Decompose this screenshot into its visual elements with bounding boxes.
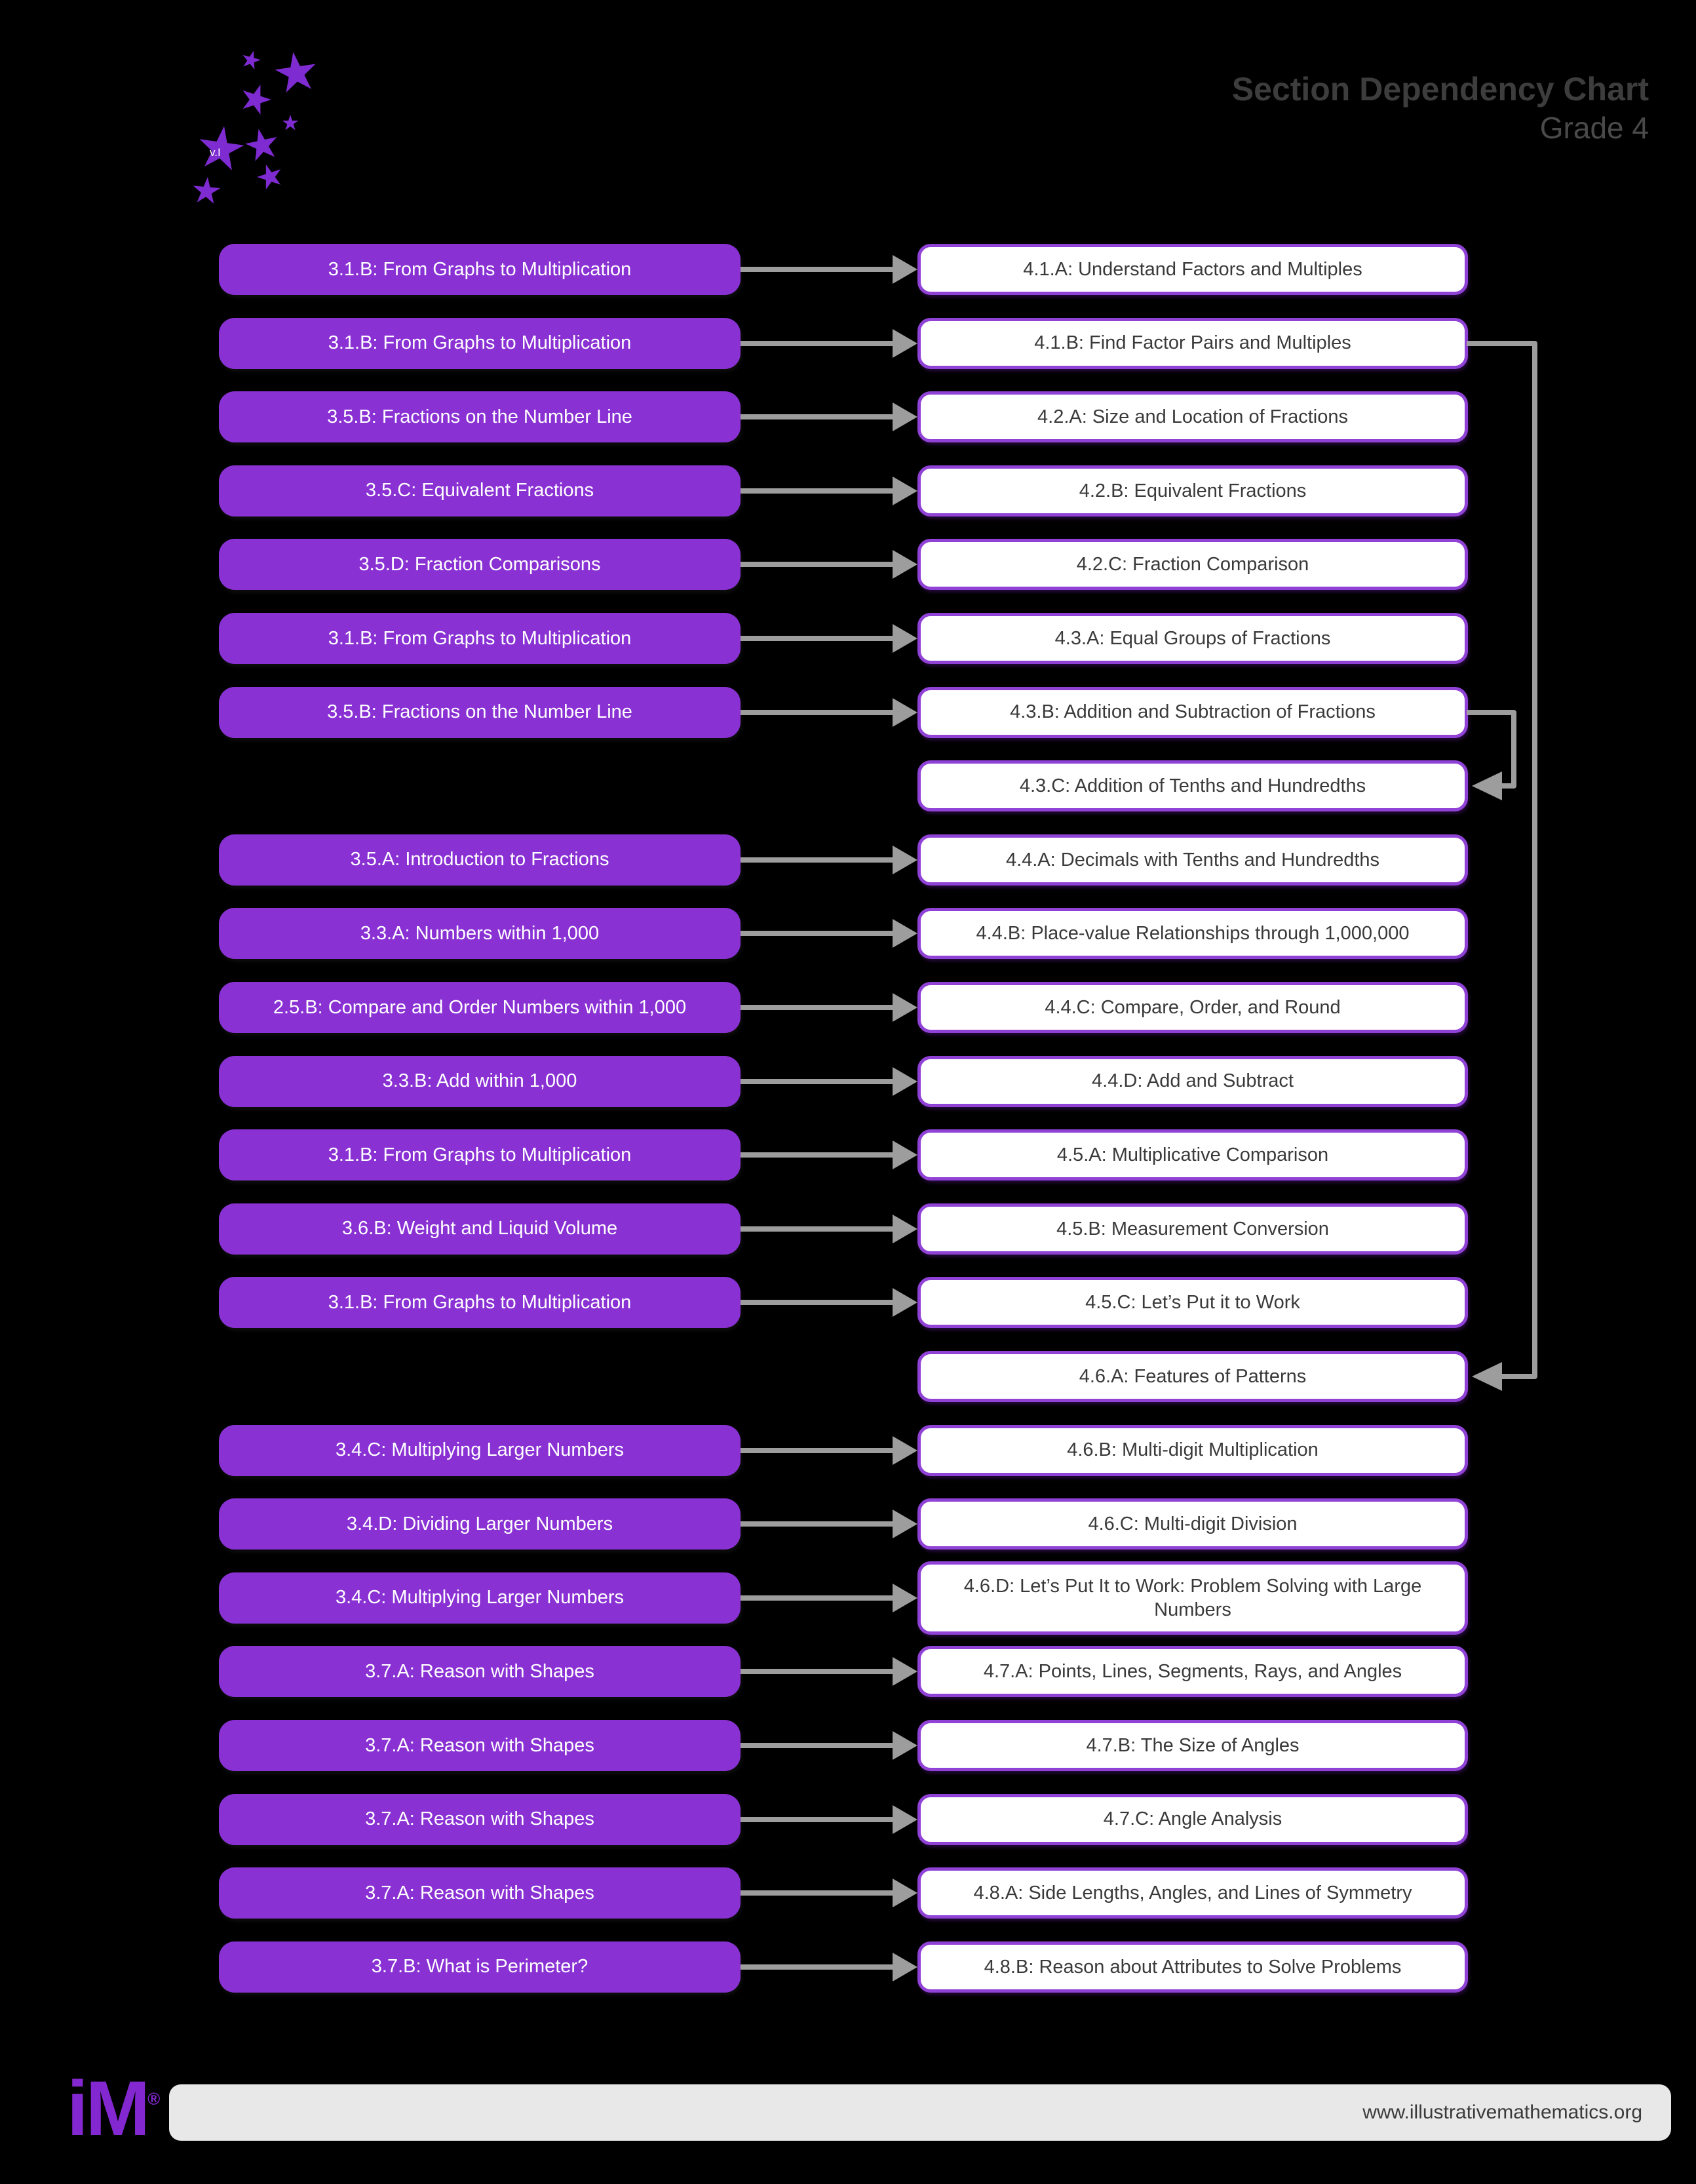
grade4-section-box: [917, 1425, 1468, 1476]
grade4-section-label: 4.2.B: Equivalent Fractions: [1079, 480, 1307, 501]
arrow-connector: [741, 539, 919, 590]
arrow-connector: [741, 908, 919, 959]
arrow-connector: [741, 465, 919, 517]
grade4-section-label: 4.4.B: Place-value Relationships through 1,000,000: [976, 923, 1410, 945]
arrow-connector: [741, 1572, 919, 1624]
arrow-head-icon: [893, 1731, 917, 1760]
logo-version-caption: v.I: [210, 146, 221, 159]
page-title: Section Dependency Chart: [1231, 71, 1649, 107]
registered-trademark-icon: ®: [147, 2089, 161, 2109]
arrow-head-icon: [893, 1805, 917, 1834]
dependency-row: [0, 613, 1696, 664]
dependency-row: [0, 1646, 1696, 1697]
dependency-row: [0, 834, 1696, 886]
grade4-section-box: [917, 1277, 1468, 1328]
arrow-head-icon: [893, 1657, 917, 1686]
arrow-head-icon: [893, 1141, 917, 1169]
grade3-section-box: 3.4.C: Multiplying Larger Numbers: [219, 1572, 741, 1624]
dependency-row: [0, 1572, 1696, 1624]
grade4-section-label: 4.1.A: Understand Factors and Multiples: [1023, 258, 1362, 280]
arrow-head-icon: [893, 993, 917, 1022]
grade4-section-box: [917, 465, 1468, 517]
arrow-head-icon: [893, 1510, 917, 1538]
arrow-shaft: [741, 1005, 895, 1010]
grade4-section-label: 4.5.C: Let’s Put it to Work: [1085, 1292, 1300, 1314]
grade3-section-box: 3.1.B: From Graphs to Multiplication: [219, 1277, 741, 1328]
arrow-shaft: [741, 1964, 895, 1970]
grade4-section-label: 4.6.D: Let’s Put It to Work: Problem Solving with Large Numbers: [963, 1575, 1422, 1620]
arrow-connector: [741, 687, 919, 738]
arrow-connector: [741, 982, 919, 1033]
arrow-shaft: [741, 488, 895, 494]
arrow-shaft: [741, 1890, 895, 1896]
grade4-section-box: [917, 1720, 1468, 1771]
arrow-shaft: [741, 931, 895, 936]
grade4-section-box: [917, 244, 1468, 295]
page-subtitle: Grade 4: [1539, 111, 1649, 145]
dependency-row: [0, 908, 1696, 959]
arrow-connector: [741, 1646, 919, 1697]
grade4-section-label: 4.4.A: Decimals with Tenths and Hundredths: [1005, 849, 1380, 870]
dependency-row: [0, 1720, 1696, 1771]
arrow-connector: [741, 1720, 919, 1771]
dependency-row: [0, 760, 1696, 811]
grade4-section-label: 4.6.B: Multi-digit Multiplication: [1067, 1439, 1319, 1461]
arrow-shaft: [741, 1152, 895, 1158]
grade4-section-box: [917, 834, 1468, 886]
grade4-section-box: [917, 539, 1468, 590]
grade3-section-box: 3.7.A: Reason with Shapes: [219, 1720, 741, 1771]
arrow-connector: [741, 613, 919, 664]
arrow-head-icon: [893, 402, 917, 431]
arrow-head-icon: [893, 1436, 917, 1465]
arrow-head-icon: [893, 1288, 917, 1317]
grade4-section-label: 4.4.C: Compare, Order, and Round: [1045, 996, 1341, 1018]
dependency-row: [0, 1794, 1696, 1845]
arrow-shaft: [741, 710, 895, 715]
arrow-head-icon: [893, 919, 917, 948]
grade4-section-label: 4.5.A: Multiplicative Comparison: [1056, 1144, 1329, 1166]
arrow-head-icon: [893, 624, 917, 653]
grade4-section-label: 4.7.A: Points, Lines, Segments, Rays, and Angles: [983, 1661, 1402, 1683]
grade4-section-box: [917, 1351, 1468, 1402]
arrow-head-icon: [893, 329, 917, 358]
grade3-section-box: 3.7.A: Reason with Shapes: [219, 1794, 741, 1845]
grade4-section-label: 4.8.B: Reason about Attributes to Solve Problems: [984, 1956, 1402, 1978]
arrow-head-icon: [893, 698, 917, 727]
grade4-section-box: [917, 1129, 1468, 1180]
arrow-connector: [741, 1425, 919, 1476]
dependency-row: [0, 1498, 1696, 1550]
arrow-head-icon: [893, 255, 917, 284]
grade3-section-box: 3.4.C: Multiplying Larger Numbers: [219, 1425, 741, 1476]
arrow-shaft: [741, 562, 895, 567]
arrow-connector: [741, 1794, 919, 1845]
grade3-section-box: 3.7.B: What is Perimeter?: [219, 1941, 741, 1993]
dependency-row: [0, 1056, 1696, 1107]
grade3-section-box: 3.3.B: Add within 1,000: [219, 1056, 741, 1107]
arrow-head-icon: [893, 550, 917, 579]
grade4-section-label: 4.3.A: Equal Groups of Fractions: [1054, 627, 1331, 649]
grade3-section-box: 3.7.A: Reason with Shapes: [219, 1646, 741, 1697]
arrow-shaft: [741, 1521, 895, 1527]
grade4-section-box: [917, 1561, 1468, 1635]
arrow-connector: [741, 1129, 919, 1180]
grade4-section-label: 4.4.D: Add and Subtract: [1092, 1070, 1294, 1092]
grade3-section-box: 3.1.B: From Graphs to Multiplication: [219, 1129, 741, 1180]
arrow-head-icon: [893, 1215, 917, 1243]
grade3-section-box: 3.5.B: Fractions on the Number Line: [219, 391, 741, 442]
arrow-shaft: [741, 1448, 895, 1453]
arrow-connector: [741, 1498, 919, 1550]
arrow-shaft: [741, 1595, 895, 1601]
grade4-section-box: [917, 318, 1468, 369]
dependency-row: [0, 1351, 1696, 1402]
arrow-connector: [741, 1941, 919, 1993]
arrow-shaft: [741, 414, 895, 419]
dependency-row: [0, 391, 1696, 442]
grade4-section-box: [917, 760, 1468, 811]
grade3-section-box: 3.5.A: Introduction to Fractions: [219, 834, 741, 886]
grade4-section-label: 4.2.C: Fraction Comparison: [1076, 554, 1309, 575]
grade4-section-box: [917, 391, 1468, 442]
arrow-connector: [741, 834, 919, 886]
grade3-section-box: 3.1.B: From Graphs to Multiplication: [219, 318, 741, 369]
grade4-section-box: [917, 1056, 1468, 1107]
im-logo-text: iM: [67, 2065, 148, 2152]
arrow-head-icon: [893, 1584, 917, 1612]
grade4-section-box: [917, 1941, 1468, 1993]
arrow-shaft: [741, 857, 895, 863]
grade4-section-label: 4.8.A: Side Lengths, Angles, and Lines of Symmetry: [973, 1882, 1412, 1904]
arrow-shaft: [741, 636, 895, 641]
arrow-head-icon: [893, 1067, 917, 1096]
grade3-section-box: 3.5.B: Fractions on the Number Line: [219, 687, 741, 738]
grade4-section-box: [917, 687, 1468, 738]
dependency-row: [0, 1277, 1696, 1328]
dependency-row: [0, 539, 1696, 590]
grade4-section-box: [917, 1794, 1468, 1845]
grade3-section-box: 3.4.D: Dividing Larger Numbers: [219, 1498, 741, 1550]
arrow-head-icon: [893, 1879, 917, 1907]
grade4-section-label: 4.2.A: Size and Location of Fractions: [1037, 406, 1348, 428]
footer-bar: [169, 2084, 1671, 2141]
dependency-row: [0, 318, 1696, 369]
arrow-shaft: [741, 1817, 895, 1822]
grade4-section-label: 4.6.A: Features of Patterns: [1079, 1365, 1307, 1387]
grade4-section-label: 4.6.C: Multi-digit Division: [1088, 1513, 1298, 1535]
arrow-shaft: [741, 1079, 895, 1084]
grade3-section-box: 3.3.A: Numbers within 1,000: [219, 908, 741, 959]
arrow-shaft: [741, 1300, 895, 1305]
dependency-row: [0, 244, 1696, 295]
grade4-section-box: [917, 1203, 1468, 1255]
dependency-row: [0, 1867, 1696, 1919]
arrow-shaft: [741, 341, 895, 346]
arrow-head-icon: [893, 477, 917, 505]
dependency-row: [0, 1425, 1696, 1476]
grade3-section-box: 3.5.C: Equivalent Fractions: [219, 465, 741, 517]
grade4-section-box: [917, 982, 1468, 1033]
grade4-section-label: 4.1.B: Find Factor Pairs and Multiples: [1034, 332, 1351, 354]
grade3-section-box: 3.6.B: Weight and Liquid Volume: [219, 1203, 741, 1255]
grade4-section-label: 4.7.C: Angle Analysis: [1103, 1808, 1282, 1830]
dependency-row: [0, 687, 1696, 738]
grade3-section-box: 3.7.A: Reason with Shapes: [219, 1867, 741, 1919]
dependency-row: [0, 1129, 1696, 1180]
grade3-section-box: 2.5.B: Compare and Order Numbers within 1,000: [219, 982, 741, 1033]
arrow-connector: [741, 318, 919, 369]
arrow-connector: [741, 1277, 919, 1328]
dependency-row: [0, 465, 1696, 517]
grade4-section-label: 4.7.B: The Size of Angles: [1086, 1734, 1300, 1756]
arrow-head-icon: [893, 846, 917, 874]
grade3-section-box: 3.1.B: From Graphs to Multiplication: [219, 244, 741, 295]
arrow-shaft: [741, 1743, 895, 1748]
grade3-section-box: 3.5.D: Fraction Comparisons: [219, 539, 741, 590]
arrow-connector: [741, 244, 919, 295]
grade4-section-box: [917, 1498, 1468, 1550]
grade4-section-label: 4.3.C: Addition of Tenths and Hundredths: [1019, 775, 1366, 797]
arrow-connector: [741, 1867, 919, 1919]
arrow-connector: [741, 1056, 919, 1107]
grade4-section-label: 4.5.B: Measurement Conversion: [1056, 1218, 1329, 1239]
arrow-connector: [741, 391, 919, 442]
arrow-shaft: [741, 1669, 895, 1674]
grade4-section-box: [917, 1646, 1468, 1697]
website-url-link[interactable]: www.illustrativemathematics.org: [1362, 2101, 1642, 2123]
grade4-section-box: [917, 1867, 1468, 1919]
arrow-shaft: [741, 1226, 895, 1232]
dependency-row: [0, 1941, 1696, 1993]
arrow-head-icon: [893, 1953, 917, 1981]
grade3-section-box: 3.1.B: From Graphs to Multiplication: [219, 613, 741, 664]
arrow-connector: [741, 1203, 919, 1255]
grade4-section-label: 4.3.B: Addition and Subtraction of Fractions: [1010, 701, 1376, 723]
grade4-section-box: [917, 908, 1468, 959]
arrow-shaft: [741, 267, 895, 272]
im-footer-logo: [67, 2065, 161, 2152]
dependency-row: [0, 982, 1696, 1033]
dependency-row: [0, 1203, 1696, 1255]
grade4-section-box: [917, 613, 1468, 664]
